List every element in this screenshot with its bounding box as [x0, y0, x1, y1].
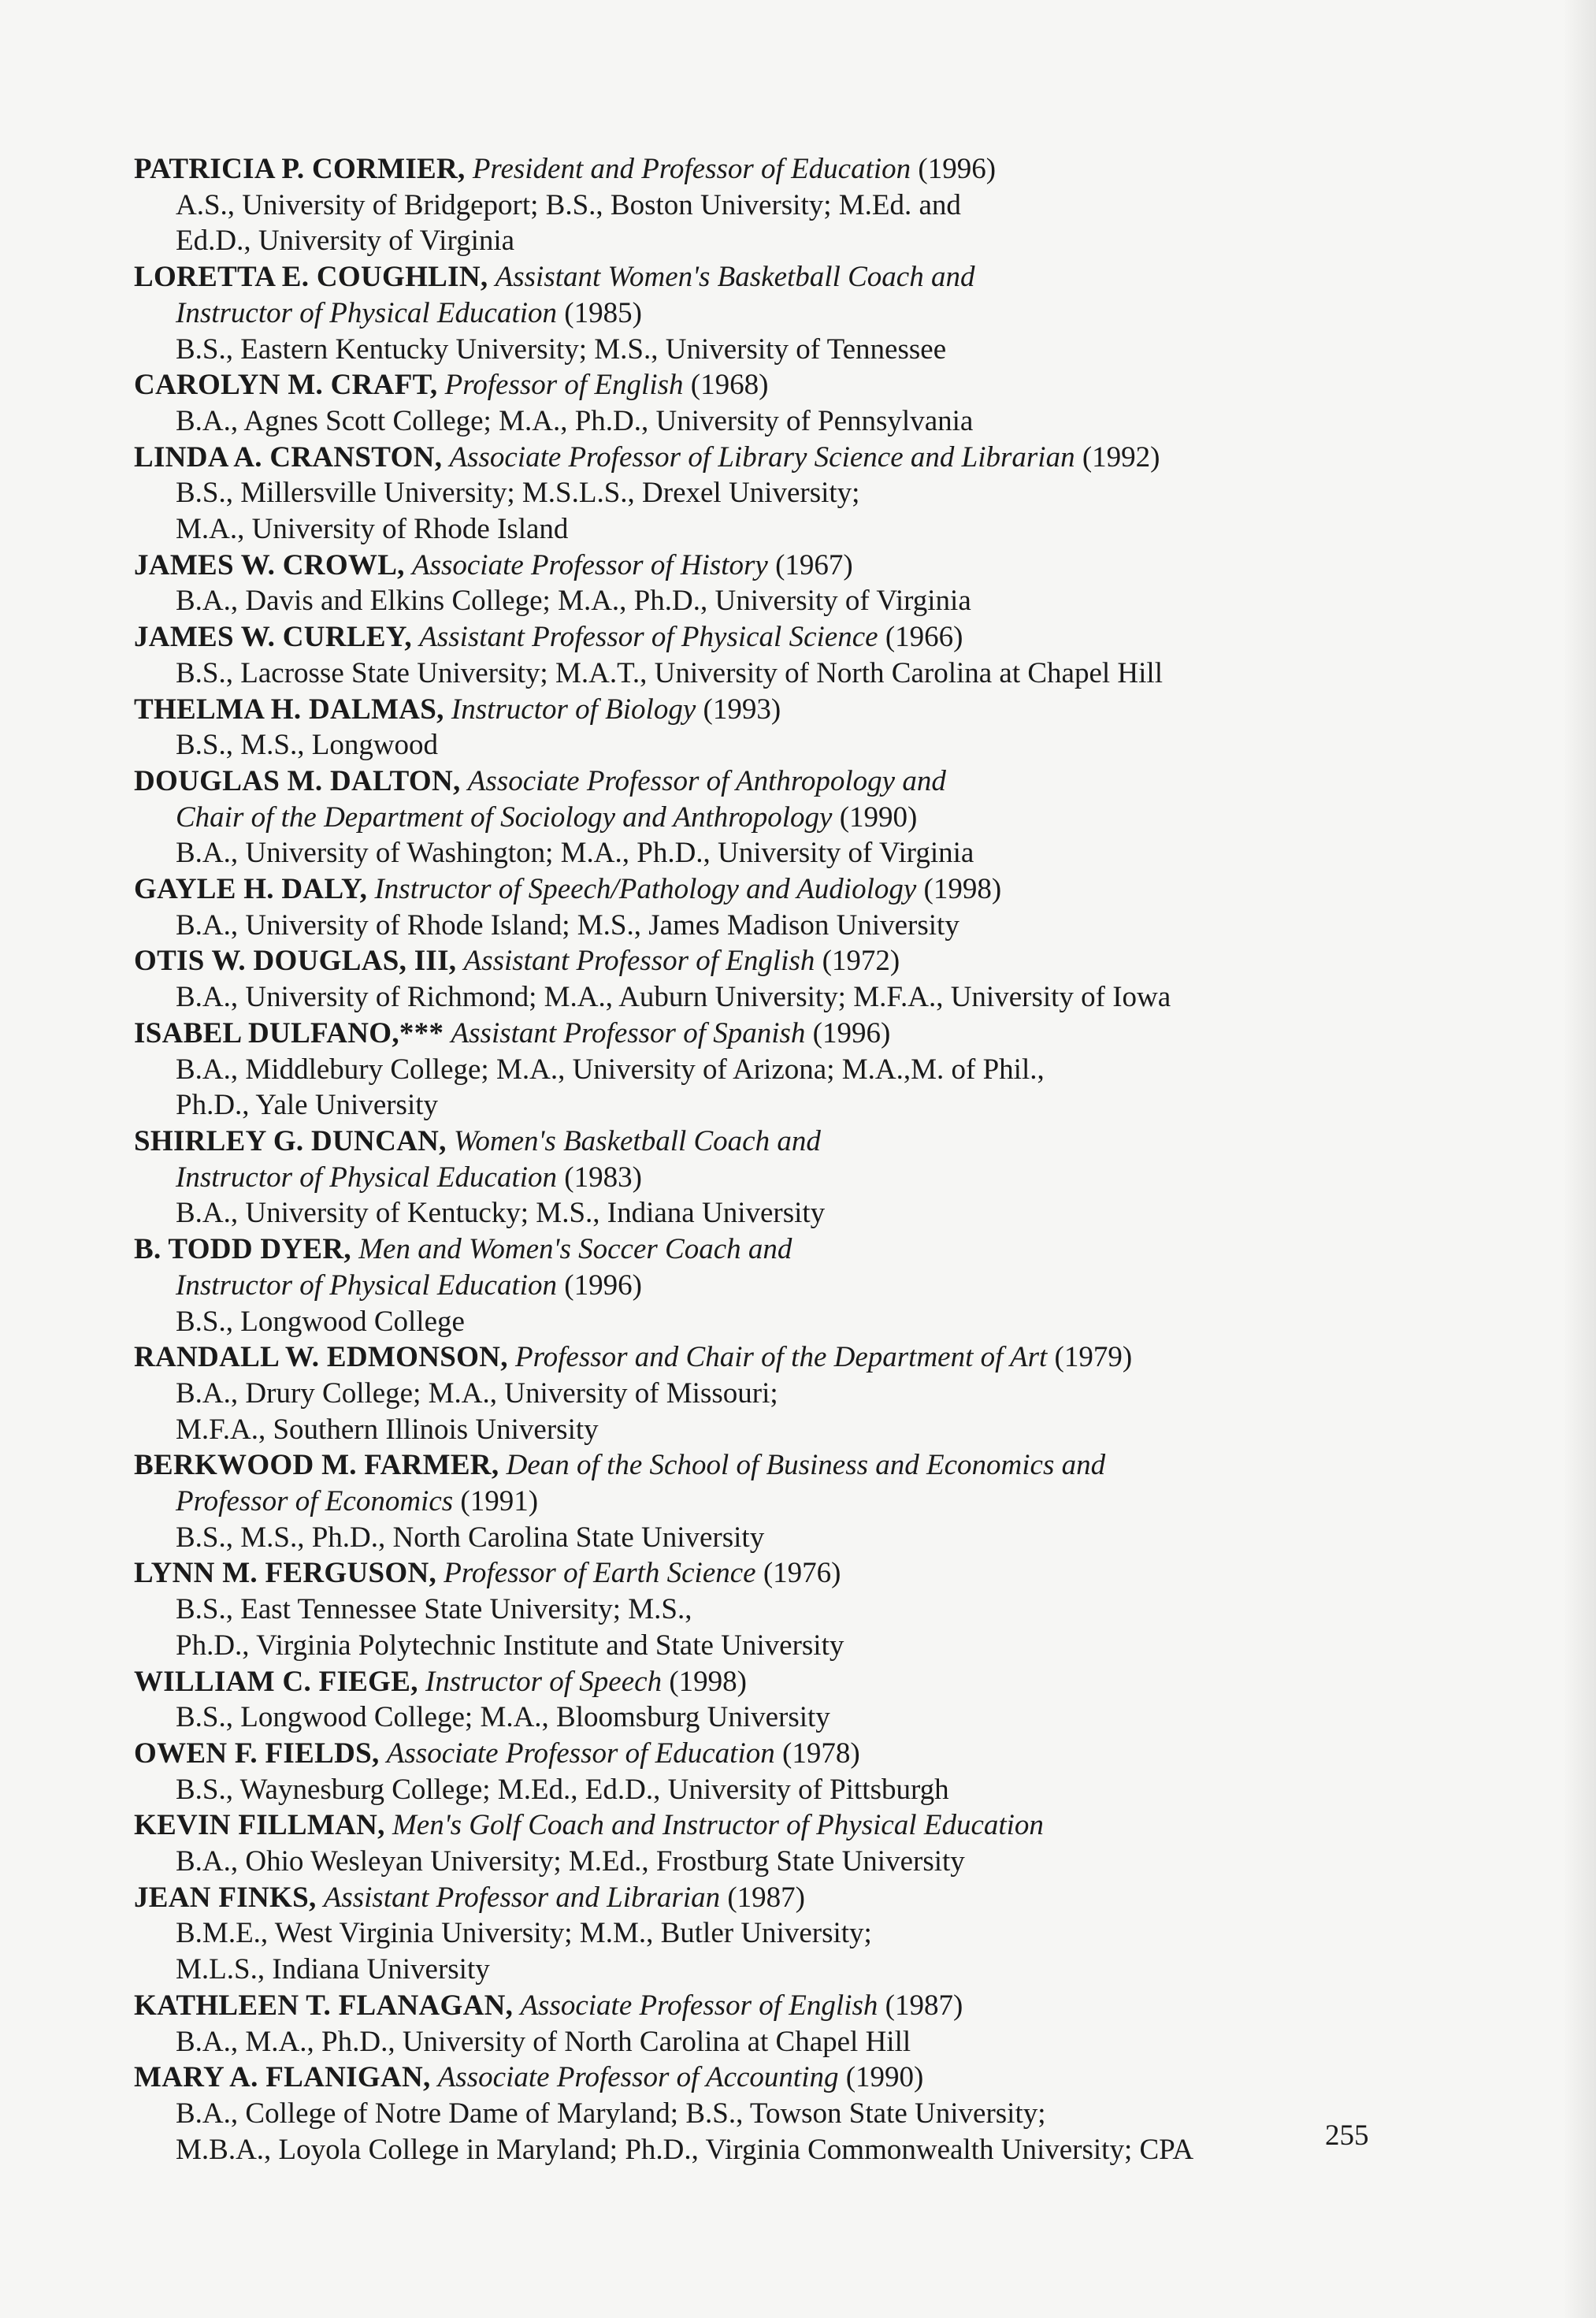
entry-heading-line: [134, 763, 1473, 800]
faculty-degrees: B.S., M.S., Ph.D., North Carolina State University: [176, 1521, 765, 1554]
faculty-title: Associate Professor of Library Science and Librarian: [449, 440, 1075, 474]
entry-heading-line: [134, 1268, 1473, 1304]
faculty-degrees: A.S., University of Bridgeport; B.S., Boston University; M.Ed. and: [176, 188, 961, 221]
faculty-title: Instructor of Speech: [425, 1665, 663, 1698]
faculty-title: Associate Professor of History: [411, 548, 768, 581]
appointment-year: (1987): [885, 1989, 963, 2022]
faculty-degrees: B.S., Waynesburg College; M.Ed., Ed.D., University of Pittsburgh: [176, 1773, 949, 1806]
faculty-name: MARY A. FLANIGAN,: [134, 2061, 431, 2094]
faculty-degrees: M.L.S., Indiana University: [176, 1953, 490, 1986]
faculty-title: Associate Professor of Anthropology and: [467, 764, 946, 797]
faculty-entry: [134, 1555, 1473, 1663]
entry-heading-line: [134, 1231, 1473, 1268]
faculty-name: KATHLEEN T. FLANAGAN,: [134, 1989, 514, 2022]
faculty-degrees: B.S., Longwood College; M.A., Bloomsburg University: [176, 1701, 830, 1734]
faculty-degrees: B.A., College of Notre Dame of Maryland; B.S., Towson State University;: [176, 2097, 1046, 2130]
faculty-entry: [134, 151, 1473, 259]
faculty-title: Professor and Chair of the Department of Art: [515, 1341, 1048, 1374]
faculty-title: Chair of the Department of Sociology and Anthropology: [176, 801, 833, 834]
page-number: 255: [1325, 2119, 1369, 2152]
faculty-entry: [134, 1807, 1473, 1879]
faculty-title: Professor of English: [444, 369, 684, 402]
appointment-year: (1998): [923, 873, 1002, 906]
entry-heading-line: [134, 1736, 1473, 1772]
faculty-name: ISABEL DULFANO,***: [134, 1016, 444, 1049]
faculty-degrees: B.A., University of Kentucky; M.S., Indiana University: [176, 1197, 826, 1230]
faculty-title: Dean of the School of Business and Economics and: [506, 1449, 1106, 1482]
appointment-year: (1967): [775, 548, 853, 581]
appointment-year: (1996): [812, 1016, 891, 1049]
appointment-year: (1990): [839, 801, 918, 834]
faculty-entry: [134, 548, 1473, 619]
faculty-name: KEVIN FILLMAN,: [134, 1809, 385, 1842]
entry-heading-line: [134, 1880, 1473, 1916]
entry-heading-line: [134, 1160, 1473, 1196]
faculty-title: Assistant Professor of Physical Science: [419, 621, 878, 654]
entry-heading-line: [134, 871, 1473, 908]
faculty-entry: [134, 763, 1473, 871]
entry-heading-line: [134, 1555, 1473, 1592]
entry-heading-line: [134, 619, 1473, 656]
faculty-name: WILLIAM C. FIEGE,: [134, 1665, 418, 1698]
faculty-name: BERKWOOD M. FARMER,: [134, 1449, 499, 1482]
faculty-title: Professor of Earth Science: [444, 1557, 756, 1590]
faculty-name: JEAN FINKS,: [134, 1881, 317, 1914]
faculty-entry: [134, 1664, 1473, 1736]
faculty-degrees: B.S., East Tennessee State University; M.S.,: [176, 1593, 692, 1626]
faculty-title: Men and Women's Soccer Coach and: [358, 1233, 792, 1266]
faculty-title: President and Professor of Education: [472, 153, 911, 185]
faculty-name: DOUGLAS M. DALTON,: [134, 764, 461, 797]
faculty-title: Associate Professor of Education: [386, 1737, 775, 1770]
entry-heading-line: [134, 2060, 1473, 2096]
faculty-degrees: B.S., Millersville University; M.S.L.S., Drexel University;: [176, 477, 860, 510]
faculty-entry: [134, 440, 1473, 548]
entry-heading-line: [134, 151, 1473, 188]
faculty-entry: [134, 1231, 1473, 1339]
faculty-degrees: B.A., Middlebury College; M.A., University of Arizona; M.A.,M. of Phil.,: [176, 1053, 1045, 1086]
faculty-name: PATRICIA P. CORMIER,: [134, 153, 466, 185]
faculty-title: Associate Professor of English: [520, 1989, 878, 2022]
appointment-year: (1985): [564, 296, 642, 329]
faculty-degrees: Ph.D., Yale University: [176, 1089, 439, 1122]
entry-heading-line: [134, 1339, 1473, 1376]
faculty-directory: [134, 151, 1473, 2168]
faculty-name: LORETTA E. COUGHLIN,: [134, 261, 488, 294]
faculty-degrees: B.M.E., West Virginia University; M.M., Butler University;: [176, 1917, 872, 1950]
faculty-title: Instructor of Physical Education: [176, 1161, 558, 1194]
faculty-degrees: Ed.D., University of Virginia: [176, 225, 515, 258]
appointment-year: (1968): [690, 369, 769, 402]
faculty-degrees: Ph.D., Virginia Polytechnic Institute and State University: [176, 1629, 844, 1662]
entry-heading-line: [134, 1447, 1473, 1484]
faculty-entry: [134, 1447, 1473, 1555]
faculty-entry: [134, 619, 1473, 691]
faculty-name: LINDA A. CRANSTON,: [134, 440, 443, 474]
entry-heading-line: [134, 440, 1473, 476]
page-edge-shadow: [1563, 0, 1596, 2318]
faculty-degrees: B.S., Lacrosse State University; M.A.T., University of North Carolina at Chapel Hill: [176, 656, 1163, 689]
entry-heading-line: [134, 1484, 1473, 1520]
faculty-degrees: M.F.A., Southern Illinois University: [176, 1413, 599, 1446]
entry-heading-line: [134, 1664, 1473, 1700]
faculty-name: LYNN M. FERGUSON,: [134, 1557, 437, 1590]
faculty-entry: [134, 871, 1473, 943]
faculty-degrees: B.A., M.A., Ph.D., University of North Carolina at Chapel Hill: [176, 2025, 911, 2058]
faculty-degrees: B.A., Agnes Scott College; M.A., Ph.D., University of Pennsylvania: [176, 404, 974, 437]
faculty-entry: [134, 1124, 1473, 1231]
faculty-title: Instructor of Physical Education: [176, 1269, 558, 1302]
faculty-entry: [134, 367, 1473, 439]
appointment-year: (1976): [763, 1557, 841, 1590]
faculty-degrees: M.B.A., Loyola College in Maryland; Ph.D., Virginia Commonwealth University; CPA: [176, 2133, 1194, 2166]
faculty-entry: [134, 1988, 1473, 2060]
faculty-entry: [134, 1736, 1473, 1807]
faculty-title: Instructor of Biology: [451, 693, 696, 726]
entry-heading-line: [134, 1016, 1473, 1052]
appointment-year: (1991): [460, 1485, 539, 1518]
entry-heading-line: [134, 1124, 1473, 1160]
appointment-year: (1987): [727, 1881, 806, 1914]
faculty-name: OTIS W. DOUGLAS, III,: [134, 945, 457, 978]
faculty-degrees: B.A., University of Richmond; M.A., Auburn University; M.F.A., University of Iowa: [176, 981, 1171, 1014]
faculty-degrees: B.A., Drury College; M.A., University of Missouri;: [176, 1376, 778, 1410]
entry-heading-line: [134, 1807, 1473, 1844]
appointment-year: (1983): [564, 1161, 642, 1194]
faculty-entry: [134, 1016, 1473, 1124]
appointment-year: (1972): [822, 945, 900, 978]
appointment-year: (1996): [918, 153, 997, 185]
faculty-title: Instructor of Physical Education: [176, 296, 558, 329]
faculty-name: SHIRLEY G. DUNCAN,: [134, 1124, 447, 1157]
appointment-year: (1993): [703, 693, 781, 726]
faculty-title: Professor of Economics: [176, 1485, 454, 1518]
faculty-entry: [134, 943, 1473, 1015]
faculty-title: Instructor of Speech/Pathology and Audiology: [374, 873, 917, 906]
faculty-name: JAMES W. CROWL,: [134, 548, 405, 581]
faculty-degrees: B.A., University of Washington; M.A., Ph.D., University of Virginia: [176, 837, 974, 870]
appointment-year: (1979): [1054, 1341, 1133, 1374]
faculty-degrees: B.A., Ohio Wesleyan University; M.Ed., Frostburg State University: [176, 1845, 965, 1878]
faculty-degrees: M.A., University of Rhode Island: [176, 513, 569, 546]
faculty-name: RANDALL W. EDMONSON,: [134, 1341, 508, 1374]
entry-heading-line: [134, 943, 1473, 979]
faculty-name: B. TODD DYER,: [134, 1233, 351, 1266]
entry-heading-line: [134, 367, 1473, 403]
appointment-year: (1998): [669, 1665, 747, 1698]
entry-heading-line: [134, 295, 1473, 332]
appointment-year: (1966): [885, 621, 963, 654]
entry-heading-line: [134, 548, 1473, 584]
faculty-entry: [134, 1339, 1473, 1447]
entry-heading-line: [134, 800, 1473, 836]
faculty-title: Assistant Professor of English: [463, 945, 815, 978]
faculty-name: OWEN F. FIELDS,: [134, 1737, 380, 1770]
faculty-degrees: B.A., Davis and Elkins College; M.A., Ph.D., University of Virginia: [176, 585, 971, 618]
faculty-name: GAYLE H. DALY,: [134, 873, 368, 906]
faculty-degrees: B.S., Longwood College: [176, 1305, 465, 1338]
faculty-title: Men's Golf Coach and Instructor of Physical Education: [392, 1809, 1044, 1842]
faculty-entry: [134, 692, 1473, 763]
faculty-title: Assistant Women's Basketball Coach and: [495, 261, 975, 294]
faculty-title: Associate Professor of Accounting: [437, 2061, 839, 2094]
faculty-entry: [134, 259, 1473, 367]
entry-heading-line: [134, 259, 1473, 295]
faculty-title: Assistant Professor of Spanish: [451, 1016, 806, 1049]
appointment-year: (1992): [1082, 440, 1160, 474]
appointment-year: (1996): [564, 1269, 642, 1302]
entry-heading-line: [134, 1988, 1473, 2024]
faculty-degrees: B.S., Eastern Kentucky University; M.S., University of Tennessee: [176, 332, 947, 366]
faculty-entry: [134, 1880, 1473, 1988]
faculty-name: CAROLYN M. CRAFT,: [134, 369, 438, 402]
entry-heading-line: [134, 692, 1473, 728]
faculty-title: Assistant Professor and Librarian: [323, 1881, 721, 1914]
faculty-degrees: B.A., University of Rhode Island; M.S., James Madison University: [176, 908, 959, 942]
faculty-title: Women's Basketball Coach and: [453, 1124, 821, 1157]
faculty-name: THELMA H. DALMAS,: [134, 693, 444, 726]
appointment-year: (1978): [782, 1737, 860, 1770]
appointment-year: (1990): [845, 2061, 924, 2094]
faculty-name: JAMES W. CURLEY,: [134, 621, 412, 654]
faculty-degrees: B.S., M.S., Longwood: [176, 729, 439, 762]
faculty-entry: [134, 2060, 1473, 2168]
